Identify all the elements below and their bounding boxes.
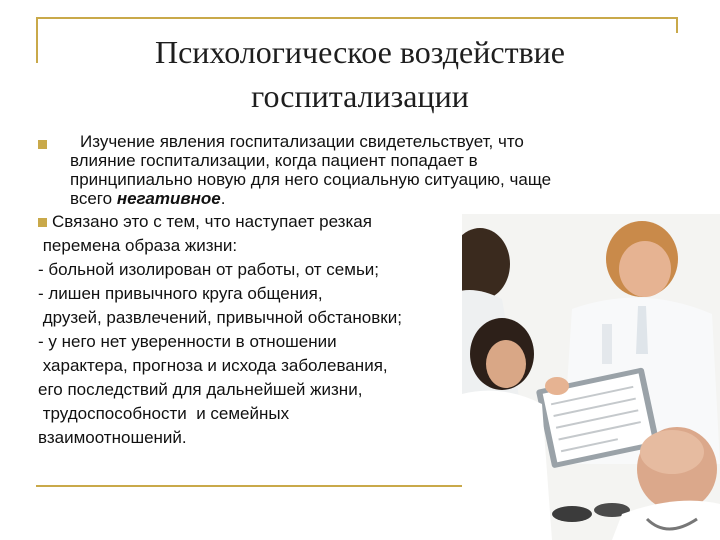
- paragraph-1-line: влияние госпитализации, когда пациент попадает в: [70, 151, 478, 170]
- paragraph-2-line: - у него нет уверенности в отношении: [38, 332, 337, 351]
- paragraph-2-line: трудоспособности и семейных: [38, 404, 290, 423]
- paragraph-1-last-suffix: .: [220, 189, 226, 208]
- body-text: [38, 132, 638, 450]
- paragraph-1: [38, 132, 640, 208]
- paragraph-1-last-line: [70, 189, 640, 208]
- paragraph-2-line: взаимоотношений.: [38, 428, 187, 447]
- bullet-item-1: [38, 132, 638, 208]
- paragraph-1-line: Изучение явления госпитализации свидетельствует, что: [80, 132, 524, 151]
- paragraph-2-line: - больной изолирован от работы, от семьи;: [38, 260, 380, 279]
- frame-top-rule: [36, 17, 678, 19]
- paragraph-1-line: принципиально новую для него социальную ситуацию, чаще: [70, 170, 552, 189]
- paragraph-2-line: друзей, развлечений, привычной обстановки;: [38, 308, 402, 327]
- paragraph-2-line: его последствий для дальнейшей жизни,: [38, 380, 363, 399]
- paragraph-1-last-prefix: всего: [70, 189, 117, 208]
- square-bullet-icon: [38, 140, 47, 149]
- title-line-1: Психологическое воздействие: [154, 34, 565, 70]
- emphasis-negative: негативное: [116, 189, 221, 208]
- paragraph-2-line: характера, прогноза и исхода заболевания,: [38, 356, 388, 375]
- frame-right-rule: [676, 17, 678, 33]
- paragraph-2-line: перемена образа жизни:: [38, 236, 238, 255]
- frame-bottom-rule: [36, 485, 476, 487]
- title-line-2: госпитализации: [251, 78, 469, 114]
- bullet-item-2: [38, 210, 638, 450]
- frame-left-rule: [36, 17, 38, 63]
- slide-title: [90, 30, 630, 118]
- square-bullet-icon: [38, 218, 47, 227]
- paragraph-2-line: Связано это с тем, что наступает резкая: [52, 212, 372, 231]
- paragraph-2-line: - лишен привычного круга общения,: [38, 284, 323, 303]
